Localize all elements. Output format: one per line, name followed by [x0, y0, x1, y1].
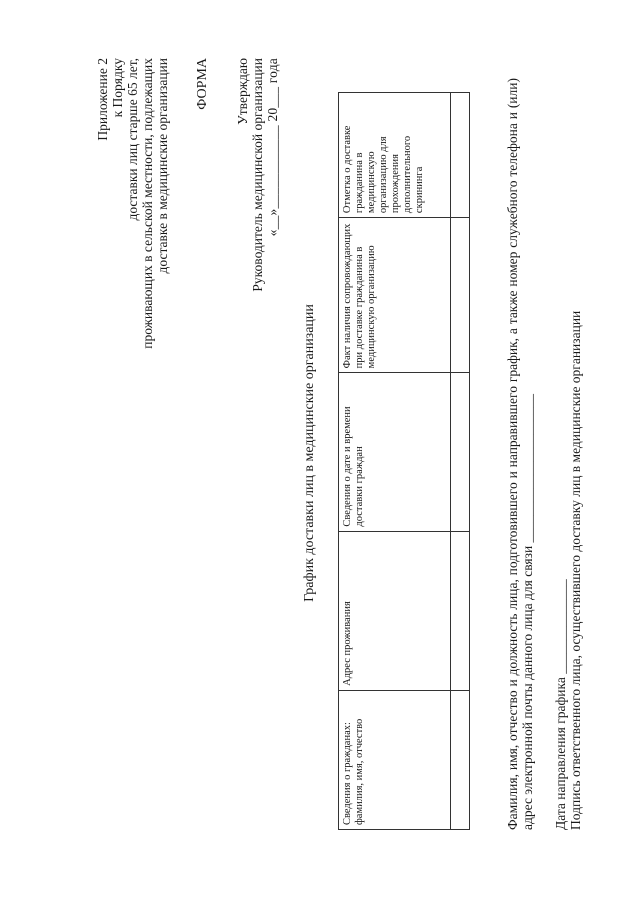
send-date-line: Дата направления графика ______________	[553, 579, 568, 830]
table-cell	[451, 531, 470, 690]
table-cell	[451, 690, 470, 829]
approver-title: Руководитель медицинской организации	[250, 58, 265, 292]
appendix-line: к Порядку	[110, 58, 125, 118]
header-address: Адрес проживания	[339, 531, 451, 690]
approval-block	[235, 58, 280, 398]
table-cell	[451, 93, 470, 218]
appendix-number: Приложение 2	[95, 58, 110, 141]
preparer-info: Фамилия, имя, отчество и должность лица, подготовившего и направившего график, а также номер служебного телефона и (или) адрес электронной почты данного лица для связи ______________________	[505, 78, 535, 830]
header-delivery-datetime: Сведения о дате и времени доставки граждан	[339, 373, 451, 531]
table-title: График доставки лиц в медицинские организации	[302, 304, 317, 602]
delivery-schedule-table	[338, 92, 470, 830]
header-citizen-name: Сведения о гражданах: фамилия, имя, отчество	[339, 690, 451, 829]
approval-date-line: «__»____________ 20___ года	[265, 58, 280, 237]
footer-block	[505, 78, 583, 830]
table-cell	[451, 373, 470, 531]
header-screening-mark: Отметка о доставке гражданина в медицинскую организацию для прохождения дополнительного скрининга	[339, 93, 451, 218]
table-cell	[451, 218, 470, 373]
table-header-row	[339, 93, 451, 830]
table-row	[451, 93, 470, 830]
signature-line: Подпись ответственного лица, осуществившего доставку лиц в медицинские организации	[568, 310, 583, 830]
document-page	[95, 58, 630, 848]
header-escort: Факт наличия сопровождающих при доставке гражданина в медицинскую организацию	[339, 218, 451, 373]
form-label: ФОРМА	[195, 58, 210, 110]
appendix-line: доставки лиц старше 65 лет,	[125, 58, 140, 221]
appendix-line: проживающих в сельской местности, подлежащих	[140, 58, 155, 349]
appendix-line: доставке в медицинские организации	[155, 58, 170, 274]
appendix-header	[95, 58, 170, 458]
approve-word: Утверждаю	[235, 58, 250, 125]
